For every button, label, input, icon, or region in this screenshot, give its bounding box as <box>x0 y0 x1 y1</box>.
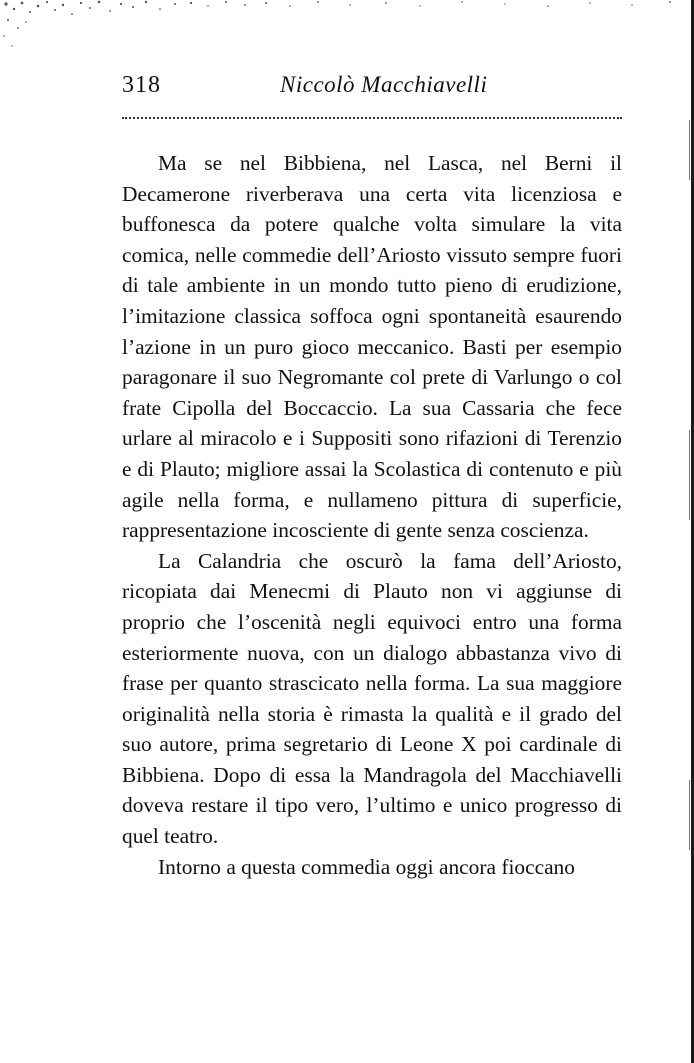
header-rule <box>122 117 622 119</box>
paragraph: La Calandria che oscurò la fama dell’Ariosto, ricopiata dai Menecmi di Plauto non vi aggiunse di proprio che l’oscenità negli equivoci entro una forma esteriormente nuova, con un dialogo abbastanza vivo di frase per quanto strascicato nella forma. La sua maggiore originalità nella storia è rimasta la qualità e il grado del suo autore, prima segretario di Leone X poi cardinale di Bibbiena. Dopo di essa la Mandragola del Macchiavelli doveva restare il tipo vero, l’ultimo e unico progresso di quel teatro. <box>122 548 622 849</box>
paragraph: Ma se nel Bibbiena, nel Lasca, nel Berni il Decamerone riverberava una certa vita licenziosa e buffonesca da potere qualche volta simulare la vita comica, nelle commedie dell’Ariosto vissuto sempre fuori di tale ambiente in un mondo tutto pieno di erudizione, l’imitazione classica soffoca ogni spontaneità esaurendo l’azione in un puro gioco meccanico. Basti per esempio paragonare il suo Negromante col prete di Varlungo o col frate Cipolla del Boccaccio. La sua Cassaria che fece urlare al miracolo e i Suppositi sono rifazioni di Terenzio e di Plauto; migliore assai la Scolastica di contenuto e più agile nella forma, e nullameno pittura di superficie, rappresentazione incosciente di gente senza coscienza. <box>122 151 622 543</box>
body-text <box>122 148 622 882</box>
scan-page-edge <box>684 0 694 1063</box>
scan-speckle-top <box>0 0 694 60</box>
page-number: 318 <box>122 72 161 98</box>
running-header <box>122 72 622 106</box>
running-title: Niccolò Macchiavelli <box>280 72 488 97</box>
paragraph: Intorno a questa commedia oggi ancora fioccano <box>158 854 575 879</box>
